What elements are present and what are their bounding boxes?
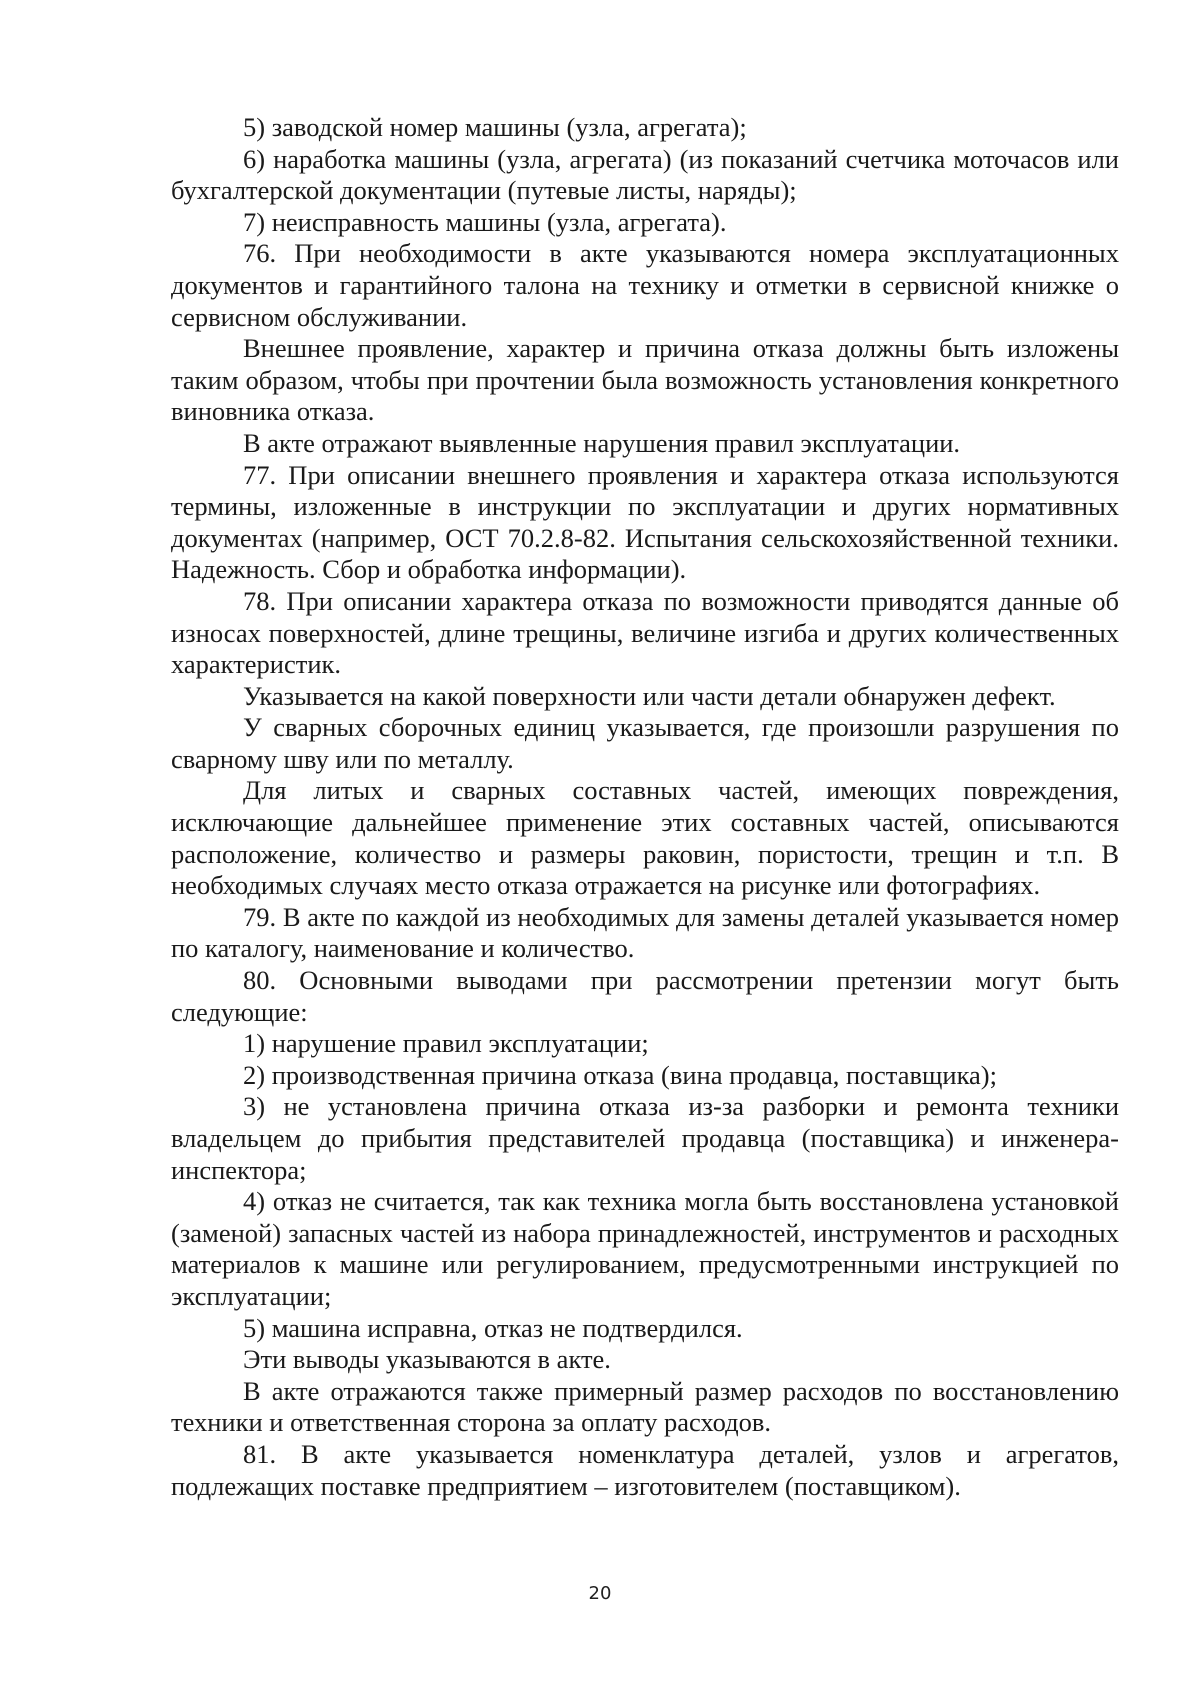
paragraph: 6) наработка машины (узла, агрегата) (из показаний счетчика моточасов или бухгалтерской документации (путевые листы, наряды); xyxy=(171,143,1119,206)
paragraph: 1) нарушение правил эксплуатации; xyxy=(243,1028,649,1059)
paragraph: 4) отказ не считается, так как техника могла быть восстановлена установкой (заменой) запасных частей из набора принадлежностей, инструментов и расходных материалов к машине или регулированием, предусмотренными инструкцией по эксплуатации; xyxy=(171,1186,1119,1311)
paragraph: 5) заводской номер машины (узла, агрегата); xyxy=(243,112,747,142)
document-body xyxy=(171,112,1119,1502)
paragraph: Внешнее проявление, характер и причина отказа должны быть изложены таким образом, чтобы при прочтении была возможность установления конкретного виновника отказа. xyxy=(171,333,1119,427)
paragraph: В акте отражают выявленные нарушения правил эксплуатации. xyxy=(243,427,961,458)
paragraph: 79. В акте по каждой из необходимых для замены деталей указывается номер по каталогу, наименование и количество. xyxy=(171,901,1119,964)
page-number: 20 xyxy=(588,1583,612,1604)
paragraph: 77. При описании внешнего проявления и характера отказа используются термины, изложенные в инструкции по эксплуатации и других нормативных документах (например, ОСТ 70.2.8-82. Испытания сельскохозяйственной техники. Надежность. Сбор и обработка информации). xyxy=(171,459,1119,585)
paragraph: Указывается на какой поверхности или части детали обнаружен дефект. xyxy=(243,680,1056,711)
paragraph: Эти выводы указываются в акте. xyxy=(243,1344,611,1375)
paragraph: 81. В акте указывается номенклатура деталей, узлов и агрегатов, подлежащих поставке предприятием – изготовителем (поставщиком). xyxy=(171,1438,1119,1501)
paragraph: 7) неисправность машины (узла, агрегата). xyxy=(243,206,727,237)
paragraph: 78. При описании характера отказа по возможности приводятся данные об износах поверхностей, длине трещины, величине изгиба и других количественных характеристик. xyxy=(171,585,1119,680)
paragraph: У сварных сборочных единиц указывается, где произошли разрушения по сварному шву или по металлу. xyxy=(171,712,1119,774)
paragraph: 3) не установлена причина отказа из-за разборки и ремонта техники владельцем до прибытия представителей продавца (поставщика) и инженера-инспектора; xyxy=(171,1091,1119,1185)
paragraph: 76. При необходимости в акте указываются номера эксплуатационных документов и гарантийного талона на технику и отметки в сервисной книжке о сервисном обслуживании. xyxy=(171,238,1119,332)
paragraph: Для литых и сварных составных частей, имеющих повреждения, исключающие дальнейшее применение этих составных частей, описываются расположение, количество и размеры раковин, пористости, трещин и т.п. В необходимых случаях место отказа отражается на рисунке или фотографиях. xyxy=(171,775,1119,901)
paragraph: 80. Основными выводами при рассмотрении претензии могут быть следующие: xyxy=(171,965,1119,1027)
paragraph: 5) машина исправна, отказ не подтвердился. xyxy=(243,1312,743,1343)
paragraph: 2) производственная причина отказа (вина продавца, поставщика); xyxy=(243,1059,997,1090)
paragraph: В акте отражаются также примерный размер расходов по восстановлению техники и ответственная сторона за оплату расходов. xyxy=(171,1375,1119,1438)
